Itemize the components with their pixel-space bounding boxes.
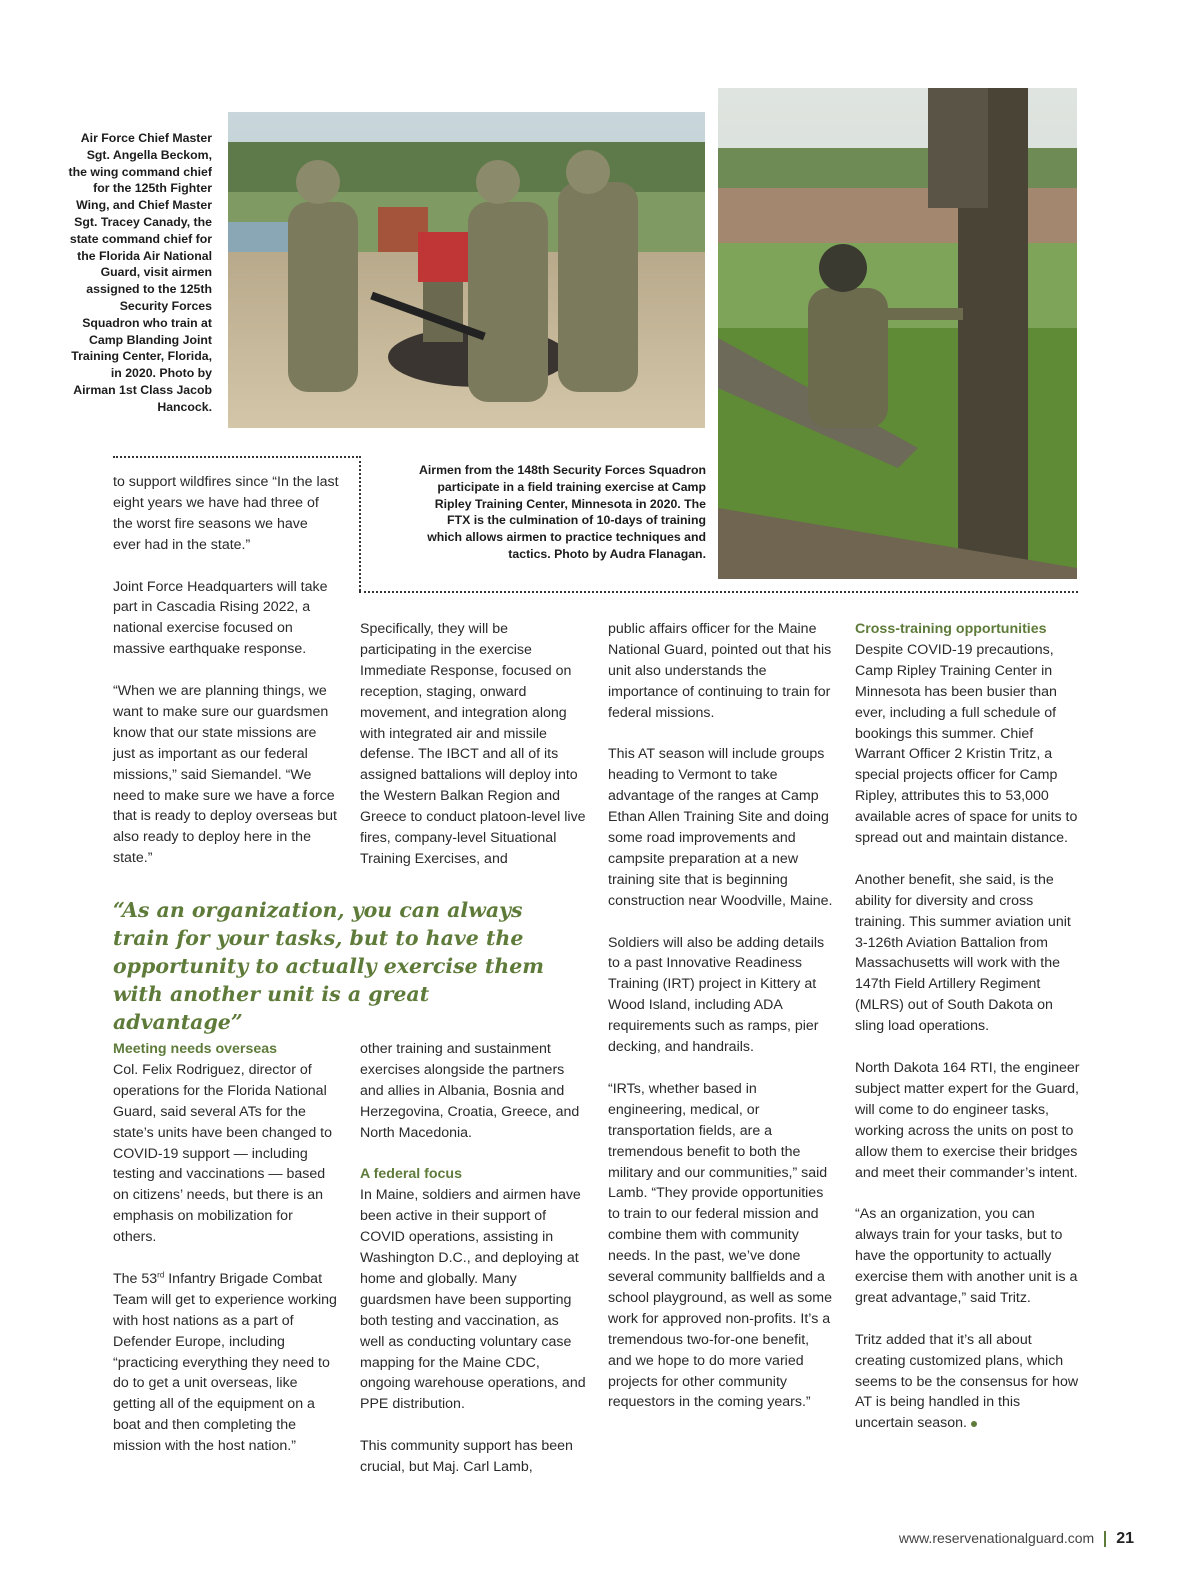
column-1-top <box>113 472 339 869</box>
paragraph: other training and sustainment exercises alongside the partners and allies in Albania, Bosnia and Herzegovina, Croatia, Greece, and North Macedonia. <box>360 1041 580 1141</box>
superscript: rd <box>157 1270 165 1280</box>
caption-frame-top <box>113 456 361 458</box>
text-span: Infantry Brigade Combat Team will get to experience working with host nations as a part of Defender Europe, including “practicing everything they need to do to get a unit overseas, like getting all of the equipment on a boat and then completing the mission with the host nation.” <box>113 1270 337 1455</box>
paragraph: “When we are planning things, we want to make sure our guardsmen know that our state missions are just as important as our federal missions,” said Siemandel. “We need to make sure we have a force that is ready to deploy overseas but also ready to deploy here in the state.” <box>113 683 337 867</box>
paragraph: This community support has been crucial, but Maj. Carl Lamb, <box>360 1438 573 1476</box>
column-1-bottom <box>113 1039 339 1457</box>
paragraph-end <box>855 1330 1081 1435</box>
page-footer <box>899 1530 1134 1548</box>
paragraph: public affairs officer for the Maine National Guard, pointed out that his unit also understands the importance of continuing to train for federal missions. <box>608 621 832 721</box>
column-2-top <box>360 619 586 870</box>
paragraph: “As an organization, you can always train for your tasks, but to have the opportunity to actually exercise them with another unit is a great advantage,” said Tritz. <box>855 1206 1078 1306</box>
paragraph: Specifically, they will be participating in the exercise Immediate Response, focused on reception, staging, onward movement, and integration along with integrated air and missile defense. The IBCT and all of its assigned battalions will deploy into the Western Balkan Region and Greece to conduct platoon-level live fires, company-level Situational Training Exercises, and <box>360 621 586 867</box>
paragraph: In Maine, soldiers and airmen have been active in their support of COVID operations, assisting in Washington D.C., and deploying at home and globally. Many guardsmen have been supporting both testing and vaccination, as well as conducting voluntary case mapping for the Maine CDC, ongoing warehouse operations, and PPE distribution. <box>360 1187 586 1413</box>
paragraph: Joint Force Headquarters will take part in Cascadia Rising 2022, a national exercise focused on massive earthquake response. <box>113 578 328 658</box>
paragraph: North Dakota 164 RTI, the engineer subject matter expert for the Guard, will come to do engineer tasks, working across the units on post to allow them to exercise their bridges and meet their commander’s intent. <box>855 1060 1080 1181</box>
paragraph: to support wildfires since “In the last eight years we have had three of the worst fire seasons we have ever had in the state.” <box>113 474 339 553</box>
photo-airman-by-tree <box>718 88 1077 579</box>
column-2-bottom <box>360 1039 586 1478</box>
page-number: 21 <box>1116 1530 1134 1547</box>
paragraph: Soldiers will also be adding details to a past Innovative Readiness Training (IRT) project in Kittery at Wood Island, including ADA requirements such as ramps, pier decking, and handrails. <box>608 934 825 1056</box>
paragraph: “IRTs, whether based in engineering, medical, or transportation fields, are a tremendous benefit to both the military and our communities,” said Lamb. “They provide opportunities to train to our federal mission and combine them with community needs. In the past, we’ve done several community ballfields and a school playground, as well as some work for approved non-profits. It’s a tremendous two-for-one benefit, and we hope to do more varied projects for other community requestors in the coming years.” <box>608 1080 832 1411</box>
column-3 <box>608 619 836 1413</box>
pull-quote: “As an organization, you can always train for your tasks, but to have the opportunity to actually exercise them with another unit is a great advantage” <box>113 898 544 1034</box>
photo-caption-left: Air Force Chief Master Sgt. Angella Beckom, the wing command chief for the 125th Fighter Wing, and Chief Master Sgt. Tracey Canady, the state command chief for the Florida Air National Guard, visit airmen assigned to the 125th Security Forces Squadron who train at Camp Blanding Joint Training Center, Florida, in 2020. Photo by Airman 1st Class Jacob Hancock. <box>68 131 212 414</box>
footer-divider <box>1104 1531 1106 1547</box>
paragraph: Col. Felix Rodriguez, director of operations for the Florida National Guard, said several ATs for the state’s units have been changed to COVID-19 support — including testing and vaccinations — based on citizens’ needs, but there is an emphasis on mobilization for others. <box>113 1061 333 1246</box>
caption-frame-left <box>359 456 361 591</box>
website-link[interactable]: www.reservenationalguard.com <box>898 1530 1095 1546</box>
paragraph: This AT season will include groups heading to Vermont to take advantage of the ranges at Camp Ethan Allen Training Site and doing some road improvements and campsite preparation at a new training site that is beginning construction near Woodville, Maine. <box>608 746 833 909</box>
section-heading: Meeting needs overseas <box>113 1041 278 1057</box>
paragraph <box>113 1269 339 1457</box>
section-heading: A federal focus <box>360 1166 462 1183</box>
end-mark-icon <box>971 1421 977 1427</box>
paragraph: Despite COVID-19 precautions, Camp Ripley Training Center in Minnesota has been busier than ever, including a full schedule of bookings this summer. Chief Warrant Officer 2 Kristin Tritz, a special projects officer for Camp Ripley, attributes this to 53,000 available acres of space for units to spread out and maintain distance. <box>855 641 1078 847</box>
photo-caption-right: Airmen from the 148th Security Forces Squadron participate in a field training exercise at Camp Ripley Training Center, Minnesota in 2020. The FTX is the culmination of 10-days of training which allows airmen to practice techniques and tactics. Photo by Audra Flanagan. <box>419 463 706 561</box>
paragraph: Another benefit, she said, is the ability for diversity and cross training. This summer aviation unit 3-126th Aviation Battalion from Massachusetts will work with the 147th Field Artillery Regiment (MLRS) out of South Dakota on sling load operations. <box>855 871 1071 1035</box>
text-span: Tritz added that it’s all about creating customized plans, which seems to be the consensus for how AT is being handled in this uncertain season. <box>855 1331 1079 1432</box>
caption-frame-bottom <box>359 591 1078 593</box>
section-heading: Cross-training opportunities <box>855 621 1047 637</box>
photo-airmen-training <box>228 112 705 428</box>
column-4 <box>855 619 1081 1434</box>
text-span: The 53 <box>113 1270 158 1287</box>
